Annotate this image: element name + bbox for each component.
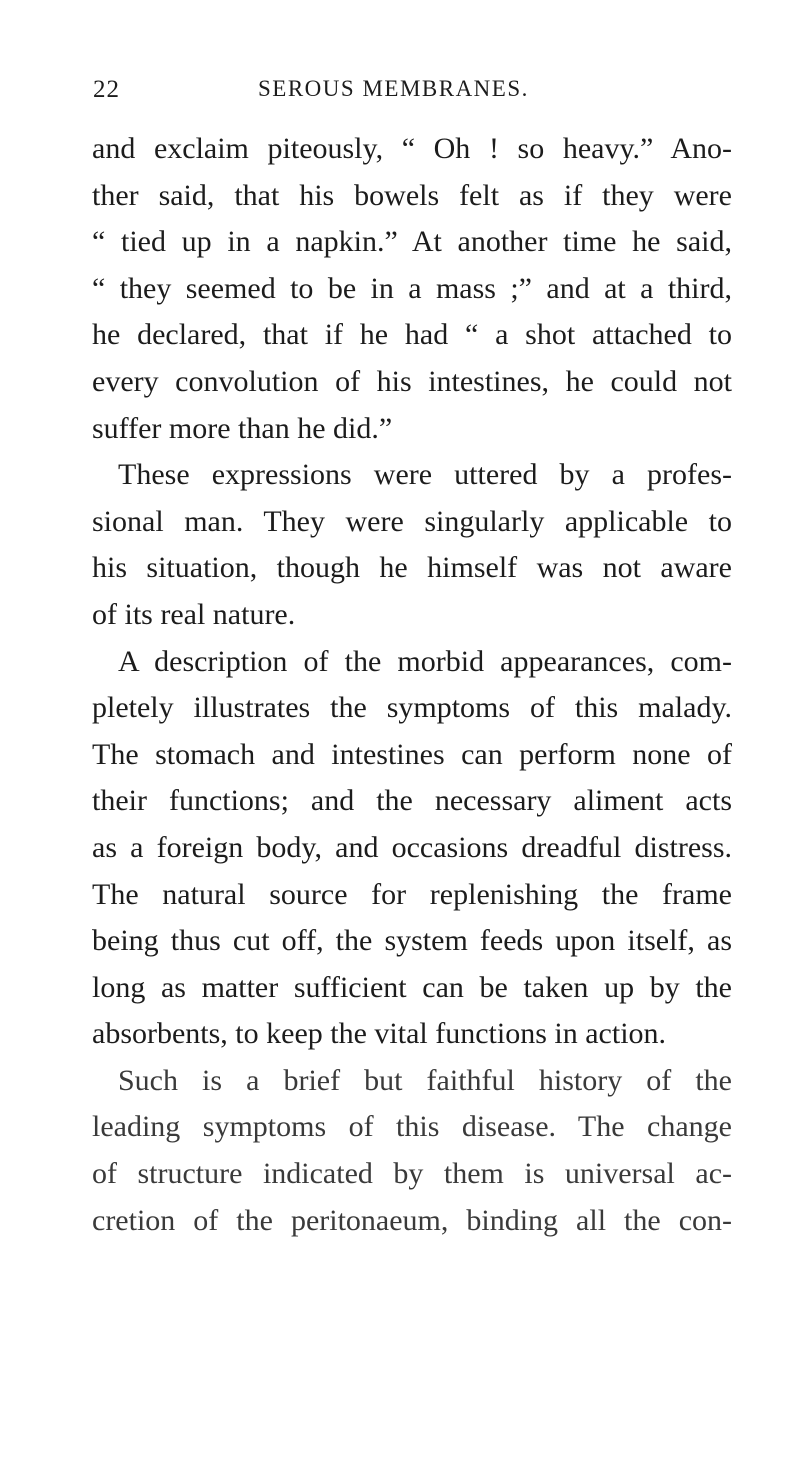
paragraph-start-line: These expressions were uttered by a profes-: [118, 458, 732, 492]
text-line: every convolution of his intestines, he could not: [92, 364, 732, 398]
text-line: sional man. They were singularly applicable to: [92, 504, 732, 538]
text-line: of structure indicated by them is universal ac-: [92, 1157, 732, 1191]
body-text: [92, 126, 732, 1244]
running-title: SEROUS MEMBRANES.: [258, 76, 529, 101]
text-line: their functions; and the necessary aliment acts: [92, 784, 732, 818]
text-line: pletely illustrates the symptoms of this malady.: [92, 691, 732, 725]
text-line: cretion of the peritonaeum, binding all the con-: [92, 1203, 732, 1237]
text-line: “ they seemed to be in a mass ;” and at a third,: [92, 271, 732, 305]
paragraph-start-line: A description of the morbid appearances, com-: [118, 644, 732, 678]
text-line: being thus cut off, the system feeds upon itself, as: [92, 924, 732, 958]
running-header: [93, 76, 725, 112]
text-line: absorbents, to keep the vital functions in action.: [92, 1017, 667, 1051]
page-number: 22: [93, 76, 120, 103]
text-line: of its real nature.: [92, 597, 296, 631]
text-line: The stomach and intestines can perform none of: [92, 737, 732, 771]
text-line: leading symptoms of this disease. The change: [92, 1110, 732, 1144]
text-line: his situation, though he himself was not aware: [92, 551, 732, 585]
text-line: long as matter sufficient can be taken up by the: [92, 970, 732, 1004]
text-line: ther said, that his bowels felt as if they were: [92, 178, 732, 212]
paragraph-start-line: Such is a brief but faithful history of the: [118, 1063, 732, 1097]
text-line: “ tied up in a napkin.” At another time he said,: [92, 225, 732, 259]
text-line: and exclaim piteously, “ Oh ! so heavy.” Ano-: [92, 132, 732, 165]
text-line: suffer more than he did.”: [92, 411, 393, 445]
text-line: he declared, that if he had “ a shot attached to: [92, 318, 732, 352]
text-line: as a foreign body, and occasions dreadful distress.: [92, 830, 732, 864]
text-line: The natural source for replenishing the frame: [92, 877, 732, 911]
